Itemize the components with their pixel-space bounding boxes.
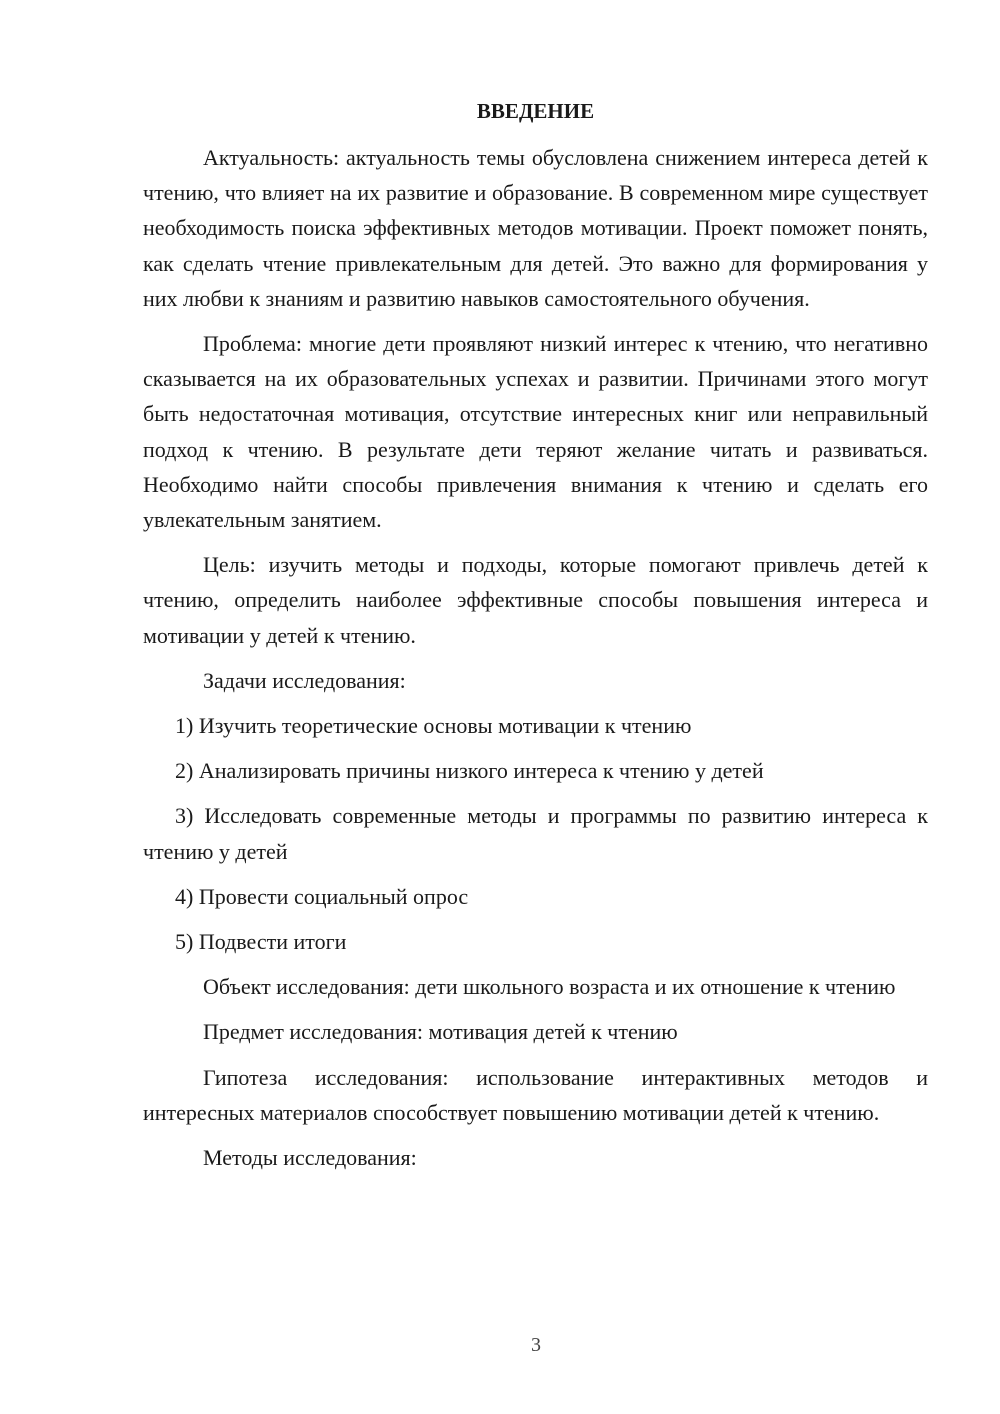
section-title: ВВЕДЕНИЕ — [476, 99, 595, 123]
paragraph-relevance: Актуальность: актуальность темы обусловлена снижением интереса детей к чтению, что влияет на их развитие и образование. В современном мире существует необходимость поиска эффективных методов мотивации. Проект поможет понять, как сделать чтение привлекательным для детей. Это важно для формирования у них любви к знаниям и развитию навыков самостоятельного обучения. — [143, 145, 928, 311]
tasks-heading: Задачи исследования: — [203, 667, 406, 693]
paragraph-hypothesis: Гипотеза исследования: использование интерактивных методов и интересных материалов способствует повышению мотивации детей к чтению. — [143, 1064, 928, 1125]
paragraph-object: Объект исследования: дети школьного возраста и их отношение к чтению — [203, 974, 896, 1000]
task-item-3: 3) Исследовать современные методы и программы по развитию интереса к чтению у детей — [143, 803, 928, 864]
paragraph-subject: Предмет исследования: мотивация детей к чтению — [203, 1019, 678, 1045]
document-body — [143, 96, 928, 1185]
task-item-2: 2) Анализировать причины низкого интереса к чтению у детей — [175, 758, 764, 784]
task-item-1: 1) Изучить теоретические основы мотивации к чтению — [175, 713, 692, 739]
paragraph-problem: Проблема: многие дети проявляют низкий интерес к чтению, что негативно сказывается на их образовательных успехах и развитии. Причинами этого могут быть недостаточная мотивация, отсутствие интересных книг или неправильный подход к чтению. В результате дети теряют желание читать и развиваться. Необходимо найти способы привлечения внимания к чтению и сделать его увлекательным занятием. — [143, 331, 928, 533]
paragraph-goal: Цель: изучить методы и подходы, которые помогают привлечь детей к чтению, определить наиболее эффективные способы повышения интереса и мотивации у детей к чтению. — [143, 552, 928, 648]
page-number: 3 — [531, 1334, 541, 1356]
task-item-5: 5) Подвести итоги — [175, 929, 347, 955]
task-item-4: 4) Провести социальный опрос — [175, 883, 469, 909]
methods-heading: Методы исследования: — [203, 1145, 417, 1171]
